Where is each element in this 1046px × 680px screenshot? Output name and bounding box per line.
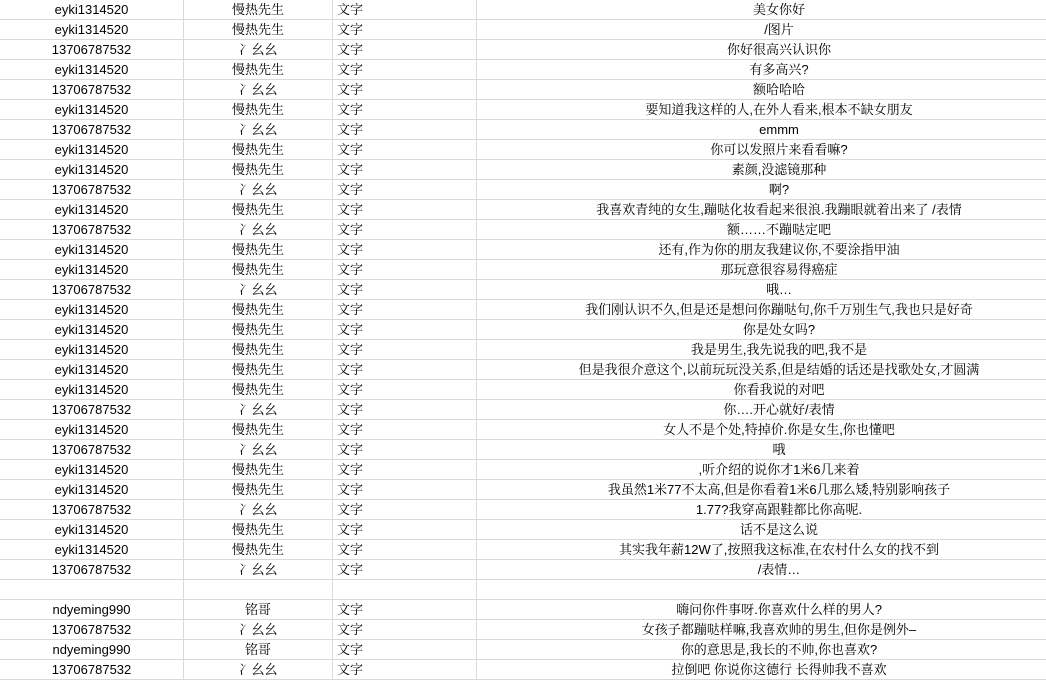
cell-nickname[interactable]: 慢热先生 (184, 340, 333, 360)
table-row[interactable] (0, 660, 1046, 680)
cell-content[interactable]: /表情… (477, 560, 1046, 580)
cell-nickname[interactable]: 冫幺幺 (184, 220, 333, 240)
cell-msg-type[interactable]: 文字 (333, 440, 477, 460)
cell-nickname[interactable]: 慢热先生 (184, 260, 333, 280)
cell-content[interactable]: 那玩意很容易得癌症 (477, 260, 1046, 280)
cell-msg-type[interactable]: 文字 (333, 20, 477, 40)
cell-content[interactable]: 我是男生,我先说我的吧,我不是 (477, 340, 1046, 360)
cell-msg-type[interactable]: 文字 (333, 260, 477, 280)
cell-msg-type[interactable]: 文字 (333, 420, 477, 440)
cell-account[interactable]: eyki1314520 (0, 520, 184, 540)
cell-content[interactable]: 女人不是个处,特掉价.你是女生,你也懂吧 (477, 420, 1046, 440)
cell-account[interactable]: eyki1314520 (0, 540, 184, 560)
cell-nickname[interactable]: 冫幺幺 (184, 440, 333, 460)
cell-content[interactable]: 但是我很介意这个,以前玩玩没关系,但是结婚的话还是找歌处女,才圆满 (477, 360, 1046, 380)
cell-account[interactable]: 13706787532 (0, 500, 184, 520)
cell-msg-type[interactable]: 文字 (333, 400, 477, 420)
cell-content[interactable]: 我们刚认识不久,但是还是想问你蹦哒句,你千万别生气,我也只是好奇 (477, 300, 1046, 320)
cell-account[interactable]: eyki1314520 (0, 140, 184, 160)
cell-content[interactable]: 我虽然1米77不太高,但是你看着1米6几那么矮,特别影响孩子 (477, 480, 1046, 500)
cell-account[interactable]: eyki1314520 (0, 100, 184, 120)
cell-nickname[interactable]: 冫幺幺 (184, 560, 333, 580)
cell-msg-type[interactable]: 文字 (333, 320, 477, 340)
table-row[interactable] (0, 200, 1046, 220)
cell-account[interactable]: eyki1314520 (0, 240, 184, 260)
cell-nickname[interactable]: 慢热先生 (184, 520, 333, 540)
cell-nickname[interactable]: 慢热先生 (184, 460, 333, 480)
table-row[interactable] (0, 360, 1046, 380)
table-row[interactable] (0, 500, 1046, 520)
cell-content[interactable]: 话不是这么说 (477, 520, 1046, 540)
cell-account[interactable]: 13706787532 (0, 560, 184, 580)
cell-content[interactable]: 你看我说的对吧 (477, 380, 1046, 400)
cell-account[interactable]: eyki1314520 (0, 60, 184, 80)
table-row[interactable] (0, 480, 1046, 500)
cell-nickname[interactable]: 慢热先生 (184, 320, 333, 340)
cell-content[interactable]: 我喜欢青纯的女生,蹦哒化妆看起来很浪.我蹦眼就着出来了 /表情 (477, 200, 1046, 220)
table-row[interactable] (0, 260, 1046, 280)
table-row[interactable] (0, 0, 1046, 20)
cell-nickname[interactable]: 慢热先生 (184, 60, 333, 80)
cell-account[interactable]: ndyeming990 (0, 600, 184, 620)
cell-msg-type[interactable]: 文字 (333, 80, 477, 100)
table-row[interactable] (0, 340, 1046, 360)
table-row[interactable] (0, 120, 1046, 140)
cell-msg-type[interactable]: 文字 (333, 640, 477, 660)
cell-account[interactable]: ndyeming990 (0, 640, 184, 660)
table-row[interactable] (0, 320, 1046, 340)
cell-content[interactable]: emmm (477, 120, 1046, 140)
cell-content[interactable]: 美女你好 (477, 0, 1046, 20)
table-row[interactable] (0, 140, 1046, 160)
cell-account[interactable]: 13706787532 (0, 120, 184, 140)
cell-msg-type[interactable]: 文字 (333, 540, 477, 560)
cell-content[interactable]: 1.77?我穿高跟鞋都比你高呢. (477, 500, 1046, 520)
cell-nickname[interactable]: 慢热先生 (184, 360, 333, 380)
cell-account[interactable]: 13706787532 (0, 660, 184, 680)
table-row[interactable] (0, 240, 1046, 260)
cell-content[interactable]: 拉倒吧 你说你这德行 长得帅我不喜欢 (477, 660, 1046, 680)
cell-content[interactable] (477, 580, 1046, 600)
table-row[interactable] (0, 560, 1046, 580)
cell-content[interactable]: 哦 (477, 440, 1046, 460)
table-row[interactable] (0, 540, 1046, 560)
cell-msg-type[interactable]: 文字 (333, 160, 477, 180)
cell-msg-type[interactable]: 文字 (333, 660, 477, 680)
cell-nickname[interactable]: 慢热先生 (184, 0, 333, 20)
cell-msg-type[interactable]: 文字 (333, 500, 477, 520)
cell-content[interactable]: 额哈哈哈 (477, 80, 1046, 100)
cell-nickname[interactable]: 慢热先生 (184, 200, 333, 220)
cell-content[interactable]: 啊? (477, 180, 1046, 200)
cell-msg-type[interactable]: 文字 (333, 40, 477, 60)
cell-msg-type[interactable]: 文字 (333, 360, 477, 380)
cell-msg-type[interactable]: 文字 (333, 200, 477, 220)
table-row[interactable] (0, 620, 1046, 640)
cell-content[interactable]: /图片 (477, 20, 1046, 40)
cell-msg-type[interactable]: 文字 (333, 280, 477, 300)
cell-msg-type[interactable]: 文字 (333, 120, 477, 140)
cell-content[interactable]: 你….开心就好/表情 (477, 400, 1046, 420)
cell-nickname[interactable]: 冫幺幺 (184, 660, 333, 680)
cell-msg-type[interactable]: 文字 (333, 620, 477, 640)
cell-account[interactable]: eyki1314520 (0, 0, 184, 20)
cell-account[interactable]: eyki1314520 (0, 160, 184, 180)
table-row[interactable] (0, 420, 1046, 440)
cell-msg-type[interactable]: 文字 (333, 480, 477, 500)
cell-nickname[interactable]: 慢热先生 (184, 420, 333, 440)
cell-msg-type[interactable]: 文字 (333, 0, 477, 20)
cell-account[interactable]: 13706787532 (0, 220, 184, 240)
table-row[interactable] (0, 600, 1046, 620)
table-row[interactable] (0, 300, 1046, 320)
cell-content[interactable]: ,听介绍的说你才1米6几来着 (477, 460, 1046, 480)
table-row[interactable] (0, 60, 1046, 80)
cell-nickname[interactable]: 冫幺幺 (184, 620, 333, 640)
cell-nickname[interactable]: 冫幺幺 (184, 280, 333, 300)
cell-nickname[interactable]: 冫幺幺 (184, 80, 333, 100)
cell-account[interactable] (0, 580, 184, 600)
cell-nickname[interactable]: 慢热先生 (184, 300, 333, 320)
cell-nickname[interactable]: 慢热先生 (184, 160, 333, 180)
cell-account[interactable]: eyki1314520 (0, 360, 184, 380)
cell-msg-type[interactable]: 文字 (333, 220, 477, 240)
cell-nickname[interactable]: 冫幺幺 (184, 500, 333, 520)
cell-msg-type[interactable]: 文字 (333, 460, 477, 480)
cell-nickname[interactable]: 铭哥 (184, 640, 333, 660)
cell-account[interactable]: 13706787532 (0, 40, 184, 60)
cell-account[interactable]: 13706787532 (0, 180, 184, 200)
cell-nickname[interactable]: 铭哥 (184, 600, 333, 620)
cell-account[interactable]: eyki1314520 (0, 260, 184, 280)
cell-nickname[interactable]: 慢热先生 (184, 480, 333, 500)
table-row[interactable] (0, 640, 1046, 660)
cell-nickname[interactable] (184, 580, 333, 600)
cell-content[interactable]: 你可以发照片来看看嘛? (477, 140, 1046, 160)
cell-content[interactable]: 额……不蹦哒定吧 (477, 220, 1046, 240)
cell-msg-type[interactable]: 文字 (333, 100, 477, 120)
cell-nickname[interactable]: 慢热先生 (184, 240, 333, 260)
cell-nickname[interactable]: 慢热先生 (184, 100, 333, 120)
table-row[interactable] (0, 520, 1046, 540)
cell-account[interactable]: 13706787532 (0, 80, 184, 100)
cell-nickname[interactable]: 慢热先生 (184, 380, 333, 400)
cell-msg-type[interactable]: 文字 (333, 380, 477, 400)
table-row[interactable] (0, 440, 1046, 460)
cell-content[interactable]: 嗨问你件事呀.你喜欢什么样的男人? (477, 600, 1046, 620)
cell-msg-type[interactable]: 文字 (333, 240, 477, 260)
table-row[interactable] (0, 400, 1046, 420)
cell-msg-type[interactable]: 文字 (333, 60, 477, 80)
cell-account[interactable]: eyki1314520 (0, 300, 184, 320)
cell-account[interactable]: eyki1314520 (0, 420, 184, 440)
cell-msg-type[interactable] (333, 580, 477, 600)
table-row[interactable] (0, 220, 1046, 240)
cell-content[interactable]: 有多高兴? (477, 60, 1046, 80)
cell-account[interactable]: 13706787532 (0, 440, 184, 460)
cell-nickname[interactable]: 冫幺幺 (184, 180, 333, 200)
cell-msg-type[interactable]: 文字 (333, 340, 477, 360)
table-row[interactable] (0, 460, 1046, 480)
cell-nickname[interactable]: 冫幺幺 (184, 120, 333, 140)
cell-content[interactable]: 还有,作为你的朋友我建议你,不要涂指甲油 (477, 240, 1046, 260)
cell-msg-type[interactable]: 文字 (333, 180, 477, 200)
cell-account[interactable]: eyki1314520 (0, 380, 184, 400)
table-row[interactable] (0, 20, 1046, 40)
cell-content[interactable]: 你的意思是,我长的不帅,你也喜欢? (477, 640, 1046, 660)
cell-nickname[interactable]: 冫幺幺 (184, 40, 333, 60)
cell-content[interactable]: 要知道我这样的人,在外人看来,根本不缺女朋友 (477, 100, 1046, 120)
cell-account[interactable]: 13706787532 (0, 400, 184, 420)
cell-msg-type[interactable]: 文字 (333, 560, 477, 580)
cell-account[interactable]: eyki1314520 (0, 460, 184, 480)
cell-msg-type[interactable]: 文字 (333, 520, 477, 540)
cell-content[interactable]: 你好很高兴认识你 (477, 40, 1046, 60)
cell-nickname[interactable]: 冫幺幺 (184, 400, 333, 420)
cell-content[interactable]: 哦… (477, 280, 1046, 300)
cell-account[interactable]: eyki1314520 (0, 480, 184, 500)
cell-content[interactable]: 素颜,没滤镜那种 (477, 160, 1046, 180)
cell-content[interactable]: 其实我年薪12W了,按照我这标准,在农村什么女的找不到 (477, 540, 1046, 560)
cell-content[interactable]: 你是处女吗? (477, 320, 1046, 340)
cell-account[interactable]: eyki1314520 (0, 320, 184, 340)
table-row[interactable] (0, 180, 1046, 200)
table-row[interactable] (0, 380, 1046, 400)
cell-nickname[interactable]: 慢热先生 (184, 20, 333, 40)
cell-account[interactable]: 13706787532 (0, 620, 184, 640)
table-row[interactable] (0, 280, 1046, 300)
cell-account[interactable]: eyki1314520 (0, 200, 184, 220)
table-row[interactable] (0, 100, 1046, 120)
table-row[interactable] (0, 80, 1046, 100)
cell-account[interactable]: eyki1314520 (0, 20, 184, 40)
table-row[interactable] (0, 160, 1046, 180)
cell-nickname[interactable]: 慢热先生 (184, 140, 333, 160)
cell-nickname[interactable]: 慢热先生 (184, 540, 333, 560)
cell-msg-type[interactable]: 文字 (333, 140, 477, 160)
cell-account[interactable]: 13706787532 (0, 280, 184, 300)
cell-account[interactable]: eyki1314520 (0, 340, 184, 360)
table-row[interactable] (0, 580, 1046, 600)
cell-msg-type[interactable]: 文字 (333, 600, 477, 620)
cell-content[interactable]: 女孩子都蹦哒样嘛,我喜欢帅的男生,但你是例外– (477, 620, 1046, 640)
table-row[interactable] (0, 40, 1046, 60)
cell-msg-type[interactable]: 文字 (333, 300, 477, 320)
